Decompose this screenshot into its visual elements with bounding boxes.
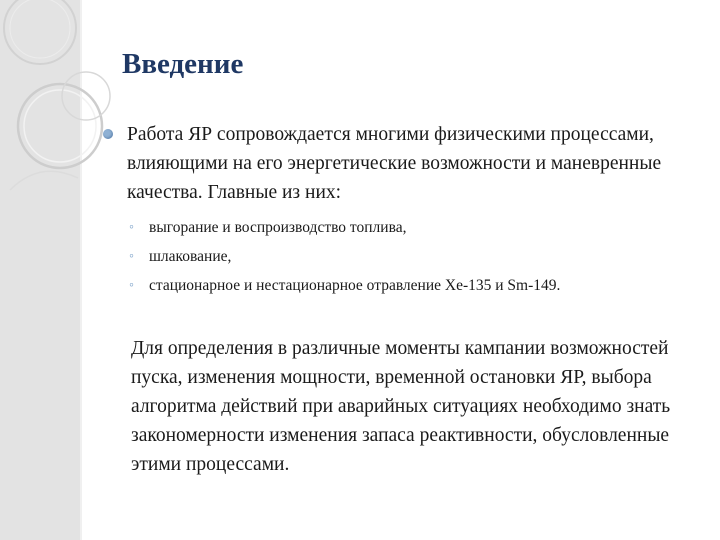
ring-bullet-icon: ◦ — [129, 278, 134, 293]
deco-ring-inner — [10, 0, 70, 58]
ring-bullet-icon: ◦ — [129, 249, 134, 264]
sub-bullet-item — [127, 271, 703, 300]
deco-arc — [10, 171, 78, 190]
bullet-dot-icon — [103, 129, 113, 139]
deco-ring-small — [62, 72, 110, 120]
body-paragraph: Для определения в различные моменты кампании возможностей пуска, изменения мощности, временной остановки ЯР, выбора алгоритма действий при аварийных ситуациях необходимо знать закономерности изменения запаса реактивности, обусловленные этими процессами. — [131, 338, 671, 475]
sub-bullet-text: стационарное и нестационарное отравление Xe-135 и Sm-149. — [149, 277, 561, 294]
deco-ring-large — [4, 0, 76, 64]
sub-bullet-text: выгорание и воспроизводство топлива, — [149, 219, 407, 236]
main-bullet-text: Работа ЯР сопровождается многими физическими процессами, влияющими на его энергетические возможности и маневренные качества. Главные из них: — [127, 124, 662, 203]
ring-bullet-icon: ◦ — [129, 220, 134, 235]
sub-bullet-list — [127, 213, 703, 300]
main-bullet — [103, 120, 703, 207]
deco-ring-mid — [18, 84, 102, 168]
sub-bullet-item — [127, 213, 703, 242]
slide-title: Введение — [122, 48, 244, 80]
main-content — [103, 120, 703, 300]
sub-bullet-item — [127, 242, 703, 271]
deco-ring-mid-inner — [24, 90, 96, 162]
sub-bullet-text: шлакование, — [149, 248, 232, 265]
